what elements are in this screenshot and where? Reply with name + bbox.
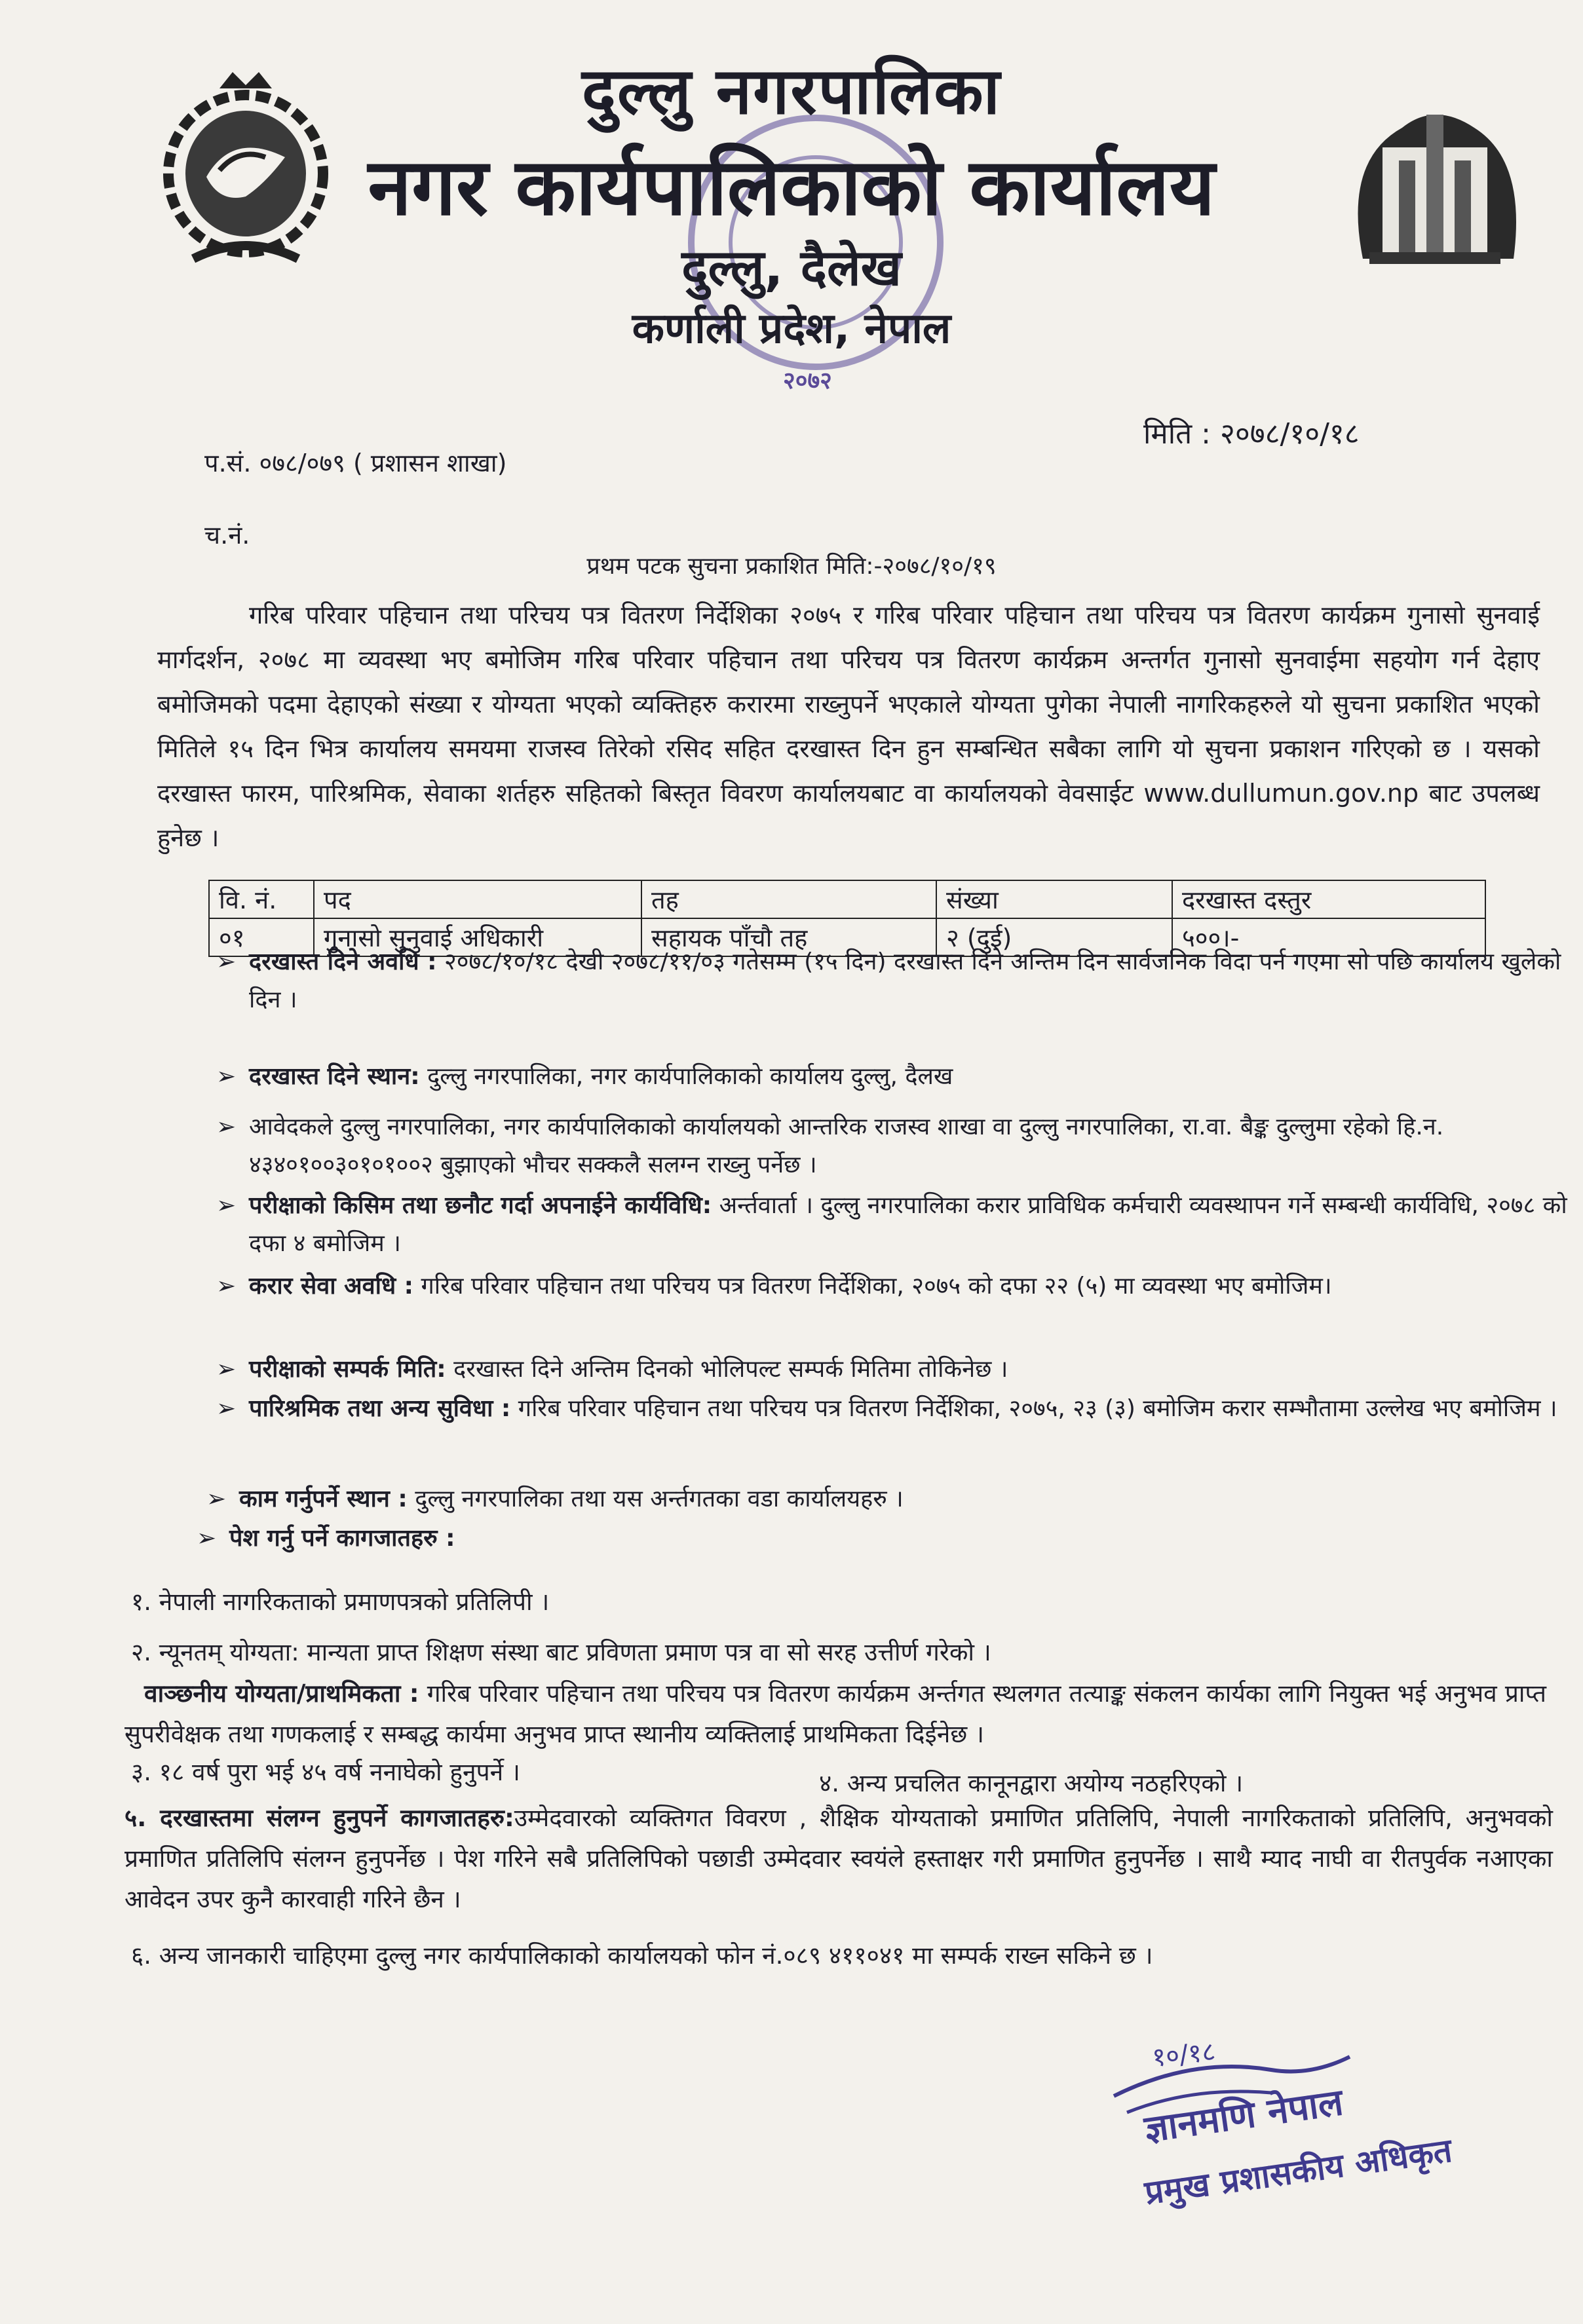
arrow-bullet-icon: ➢ [216,948,237,975]
bullet-label: दरखास्त दिने स्थान: [249,1063,420,1090]
requirement-4: ४. अन्य प्रचलित कानूनद्वारा अयोग्य नठहरिएको । [819,1769,1244,1797]
stamp-year: २०७२ [783,367,832,394]
table-header-cell: संख्या [936,880,1172,918]
arrow-bullet-icon: ➢ [216,1356,237,1383]
table-header-cell: पद [314,880,641,918]
svg-text:ज्ञानमणि नेपाल: ज्ञानमणि नेपाल [1141,2081,1346,2151]
arrow-bullet-icon: ➢ [206,1486,227,1512]
bullet-label: परीक्षाको सम्पर्क मिति: [249,1356,446,1383]
list-item [216,1058,1583,1096]
officer-signature [1101,2017,1468,2227]
list-item [216,1390,1559,1428]
arrow-bullet-icon: ➢ [216,1114,237,1140]
table-cell: २ (दुई) [936,918,1172,956]
requirement-6: ६. अन्य जानकारी चाहिएमा दुल्लु नगर कार्यपालिकाको कार्यालयको फोन नं.०८९ ४११०४१ मा सम्पर्क राख्न सकिने छ । [131,1941,1153,1970]
reference-number: प.सं. ०७८/०७९ ( प्रशासन शाखा) [204,449,507,478]
requirement-5 [124,1798,1553,1920]
requirement-3: ३. १८ वर्ष पुरा भई ४५ वर्ष ननाघेको हुनुपर्ने । [131,1758,520,1786]
bullet-text: आवेदकले दुल्लु नगरपालिका, नगर कार्यपालिकाको कार्यालयको आन्तरिक राजस्व शाखा वा दुल्लु नगरपालिका, रा.वा. बैङ्क दुल्लुमा रहेको हि.न. ४३४०१००३०१०१००२ बुझाएको भौचर सक्कलै सलग्न राख्नु पर्नेछ । [249,1114,1444,1178]
bullet-label: करार सेवा अवधि : [249,1273,414,1300]
letter-date: मिति : २०७८/१०/१८ [1143,417,1360,451]
arrow-bullet-icon: ➢ [216,1395,237,1422]
table-cell: ०१ [209,918,314,956]
office-name: नगर कार्यपालिकाको कार्यालय [368,142,1215,233]
publication-date-line: प्रथम पटक सुचना प्रकाशित मिति:-२०७८/१०/१९ [586,553,997,580]
table-cell: सहायक पाँचौ तह [641,918,936,956]
preferred-qualification [124,1674,1546,1755]
list-item [216,1108,1583,1184]
municipality-name: दुल्लु नगरपालिका [582,54,1001,129]
bullet-text: २०७८/१०/१८ देखी २०७८/११/०३ गतेसम्म (१५ दिन) दरखास्त दिने अन्तिम दिन सार्वजनिक विदा पर्न गएमा सो पछि कार्यालय खुलेको दिन । [249,948,1561,1013]
list-item [216,1351,1583,1389]
office-location: दुल्लु, दैलेख [681,238,902,297]
bullet-label: दरखास्त दिने अवधि : [249,948,437,975]
arrow-bullet-icon: ➢ [197,1525,217,1552]
list-item [206,1480,1582,1518]
bullet-label: पारिश्रमिक तथा अन्य सुविधा : [249,1395,511,1422]
requirement-2: २. न्यूनतम् योग्यता: मान्यता प्राप्त शिक्षण संस्था बाट प्रविणता प्रमाण पत्र वा सो सरह उत्तीर्ण गरेको । [131,1638,991,1666]
bullet-text: दरखास्त दिने अन्तिम दिनको भोलिपल्ट सम्पर्क मितिमा तोकिनेछ । [453,1356,1008,1383]
arrow-bullet-icon: ➢ [216,1063,237,1090]
intro-paragraph: गरिब परिवार पहिचान तथा परिचय पत्र वितरण निर्देशिका २०७५ र गरिब परिवार पहिचान तथा परिचय पत्र वितरण कार्यक्रम गुनासो सुनवाई मार्गदर्शन, २०७८ मा व्यवस्था भए बमोजिम गरिब परिवार पहिचान तथा परिचय पत्र वितरण कार्यक्रम अन्तर्गत गुनासो सुनवाईमा सहयोग गर्न देहाए बमोजिमको पदमा देहाएको संख्या र योग्यता भएको व्यक्तिहरु करारमा राख्नुपर्ने भएकाले योग्यता पुगेका नेपाली नागरिकहरुले यो सुचना प्रकाशित भएको मितिले १५ दिन भित्र कार्यालय समयमा राजस्व तिरेको रसिद सहित दरखास्त दिन हुन सम्बन्धित सबैका लागि यो सुचना प्रकाशन गरिएको छ । यसको दरखास्त फारम, पारिश्रमिक, सेवाका शर्तहरु सहितको बिस्तृत विवरण कार्यालयबाट वा कार्यालयको वेवसाईट www.dullumun.gov.np बाट उपलब्ध हुनेछ । [157,601,1540,852]
table-cell: ५००।- [1172,918,1485,956]
bullet-text: गरिब परिवार पहिचान तथा परिचय पत्र वितरण निर्देशिका, २०७५, २३ (३) बमोजिम करार सम्भौतामा उल्लेख भए बमोजिम । [518,1395,1557,1422]
table-cell: गुनासो सुनुवाई अधिकारी [314,918,641,956]
attachments-label: ५. दरखास्तमा संलग्न हुनुपर्ने कागजातहरु: [124,1804,514,1832]
bullet-label: पेश गर्नु पर्ने कागजातहरु : [229,1525,455,1552]
arrow-bullet-icon: ➢ [216,1273,237,1300]
preferred-label: वाञ्छनीय योग्यता/प्राथमिकता : [144,1679,419,1708]
table-header-cell: तह [641,880,936,918]
requirement-1: १. नेपाली नागरिकताको प्रमाणपत्रको प्रतिलिपी । [131,1588,550,1616]
bullet-label: काम गर्नुपर्ने स्थान : [239,1486,408,1512]
bullet-text: दुल्लु नगरपालिका तथा यस अर्न्तगतका वडा कार्यालयहरु । [415,1486,904,1512]
table-header-cell: दरखास्त दस्तुर [1172,880,1485,918]
bullet-text: दुल्लु नगरपालिका, नगर कार्यपालिकाको कार्यालय दुल्लु, दैलख [427,1063,953,1090]
province-country: कर्णाली प्रदेश, नेपाल [632,305,951,353]
arrow-bullet-icon: ➢ [216,1192,237,1219]
bullet-text: गरिब परिवार पहिचान तथा परिचय पत्र वितरण निर्देशिका, २०७५ को दफा २२ (५) मा व्यवस्था भए बमोजिम। [421,1273,1332,1300]
svg-text:प्रमुख प्रशासकीय अधिकृत: प्रमुख प्रशासकीय अधिकृत [1142,2131,1455,2212]
preferred-text: गरिब परिवार पहिचान तथा परिचय पत्र वितरण कार्यक्रम अर्न्तगत स्थलगत तत्याङ्क संकलन कार्यका लागि नियुक्त भई अनुभव प्राप्त सुपरीवेक्षक तथा गणकलाई र सम्बद्ध कार्यमा अनुभव प्राप्त स्थानीय व्यक्तिलाई प्राथमिकता दिईनेछ । [124,1679,1546,1748]
list-item [216,1267,1583,1305]
svg-text:१०/१८: १०/१८ [1151,2036,1217,2073]
table-header-row [209,880,1485,918]
dispatch-number: च.नं. [204,521,250,550]
list-item [216,1187,1583,1263]
list-item [197,1520,1573,1558]
attachments-text: उम्मेदवारको व्यक्तिगत विवरण , शैक्षिक योग्यताको प्रमाणित प्रतिलिपि, नेपाली नागरिकताको प्रतिलिपि, अनुभवको प्रमाणित प्रतिलिपि संलग्न हुनुपर्नेछ । पेश गरिने सबै प्रतिलिपिको पछाडी उम्मेदवार स्वयंले हस्ताक्षर गरी प्रमाणित हुनुपर्नेछ । साथै म्याद नाघी वा रीतपुर्वक नआएका आवेदन उपर कुनै कारवाही गरिने छैन । [124,1804,1553,1913]
list-item [216,943,1583,1019]
table-header-cell: वि. नं. [209,880,314,918]
bullet-text: अर्न्तवार्ता । दुल्लु नगरपालिका करार प्राविधिक कर्मचारी व्यवस्थापन गर्ने सम्बन्धी कार्यविधि, २०७८ को दफा ४ बमोजिम । [249,1192,1567,1257]
bullet-label: परीक्षाको किसिम तथा छनौट गर्दा अपनाईने कार्यविधि: [249,1192,712,1219]
